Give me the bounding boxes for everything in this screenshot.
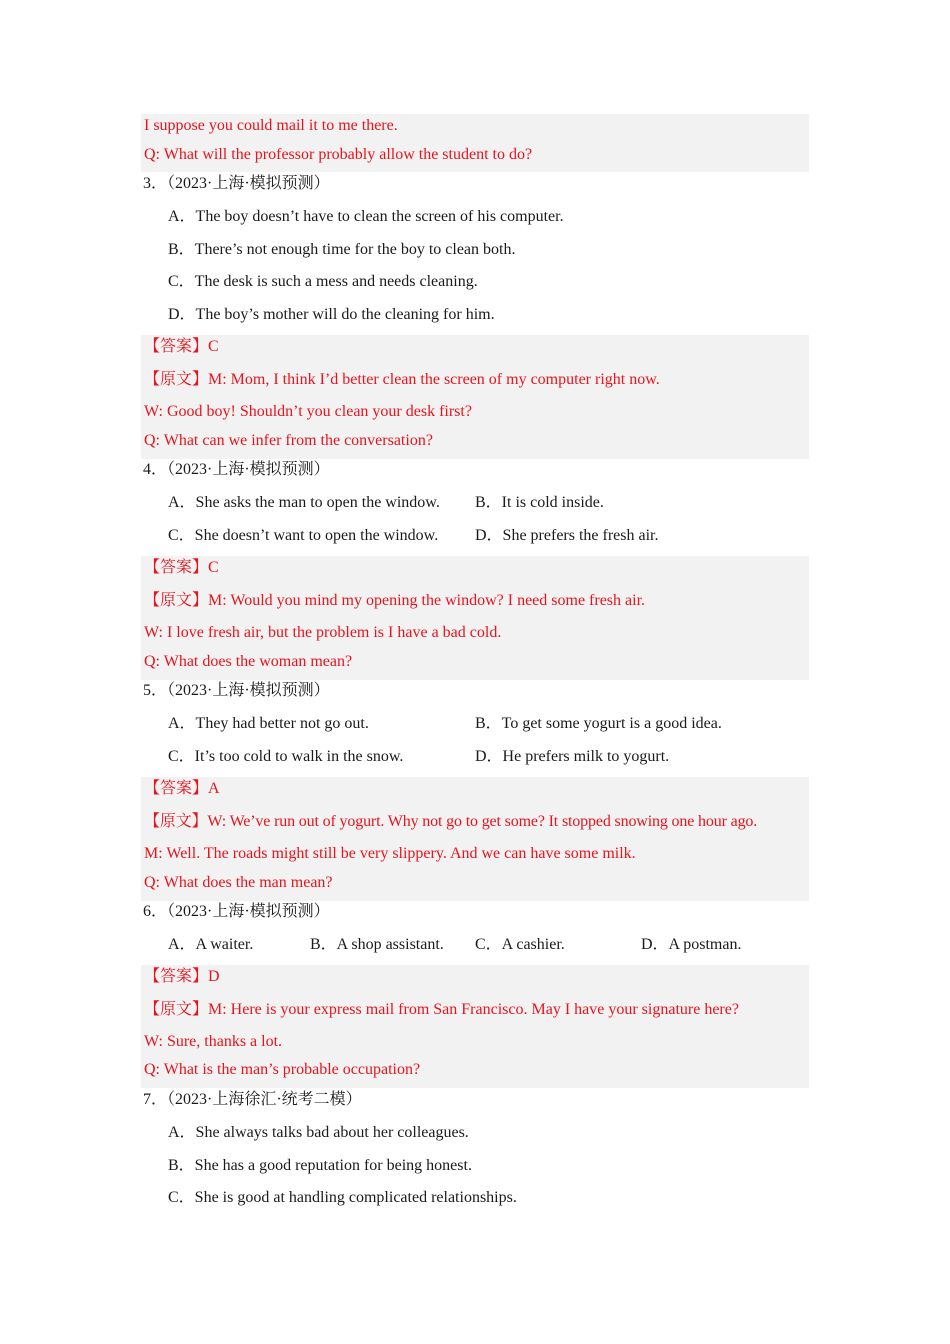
q6-transcript-2: W: Sure, thanks a lot. — [144, 1033, 283, 1050]
q5-option-d: D．He prefers milk to yogurt. — [475, 748, 670, 765]
q5-transcript-3: Q: What does the man mean? — [144, 874, 333, 891]
question-7-heading: 7．（2023·上海徐汇·统考二模） — [143, 1091, 362, 1108]
q4-transcript-3: Q: What does the woman mean? — [144, 653, 353, 670]
q5-transcript-1: 【原文】W: We’ve run out of yogurt. Why not go to get some? It stopped snowing one hour ago. — [144, 813, 758, 830]
q5-option-b: B．To get some yogurt is a good idea. — [475, 715, 722, 732]
q3-option-d: D．The boy’s mother will do the cleaning for him. — [168, 306, 495, 323]
q7-option-b: B．She has a good reputation for being honest. — [168, 1157, 472, 1174]
q6-answer: 【答案】D — [144, 968, 220, 985]
q3-option-a: A．The boy doesn’t have to clean the screen of his computer. — [168, 208, 564, 225]
q3-option-b: B．There’s not enough time for the boy to clean both. — [168, 241, 516, 258]
q4-answer: 【答案】C — [144, 559, 219, 576]
q7-option-c: C．She is good at handling complicated relationships. — [168, 1189, 517, 1206]
q4-option-d: D．She prefers the fresh air. — [475, 527, 659, 544]
q3-transcript-1: 【原文】M: Mom, I think I’d better clean the screen of my computer right now. — [144, 371, 660, 388]
q5-answer: 【答案】A — [144, 780, 220, 797]
q4-option-a: A．She asks the man to open the window. — [168, 494, 440, 511]
question-4-heading: 4．（2023·上海·模拟预测） — [143, 461, 330, 478]
q3-answer: 【答案】C — [144, 338, 219, 355]
q3-transcript-3: Q: What can we infer from the conversation? — [144, 432, 433, 449]
q6-transcript-1: 【原文】M: Here is your express mail from San Francisco. May I have your signature here? — [144, 1001, 739, 1018]
q6-option-c: C．A cashier. — [475, 936, 565, 953]
q3-option-c: C．The desk is such a mess and needs cleaning. — [168, 273, 478, 290]
q4-transcript-2: W: I love fresh air, but the problem is I have a bad cold. — [144, 624, 502, 641]
q4-option-b: B．It is cold inside. — [475, 494, 604, 511]
q6-option-d: D．A postman. — [641, 936, 742, 953]
q4-option-c: C．She doesn’t want to open the window. — [168, 527, 439, 544]
transcript-question: Q: What will the professor probably allow the student to do? — [144, 146, 533, 163]
question-3-heading: 3．（2023·上海·模拟预测） — [143, 175, 330, 192]
q5-transcript-2: M: Well. The roads might still be very slippery. And we can have some milk. — [144, 845, 636, 862]
question-5-heading: 5．（2023·上海·模拟预测） — [143, 682, 330, 699]
transcript-line: I suppose you could mail it to me there. — [144, 117, 398, 134]
q3-transcript-2: W: Good boy! Shouldn’t you clean your desk first? — [144, 403, 472, 420]
q5-option-a: A．They had better not go out. — [168, 715, 369, 732]
q6-option-b: B．A shop assistant. — [310, 936, 444, 953]
question-6-heading: 6．（2023·上海·模拟预测） — [143, 903, 330, 920]
q7-option-a: A．She always talks bad about her colleagues. — [168, 1124, 469, 1141]
q4-transcript-1: 【原文】M: Would you mind my opening the window? I need some fresh air. — [144, 592, 646, 609]
q5-option-c: C．It’s too cold to walk in the snow. — [168, 748, 404, 765]
q6-option-a: A．A waiter. — [168, 936, 254, 953]
q6-transcript-3: Q: What is the man’s probable occupation? — [144, 1061, 421, 1078]
